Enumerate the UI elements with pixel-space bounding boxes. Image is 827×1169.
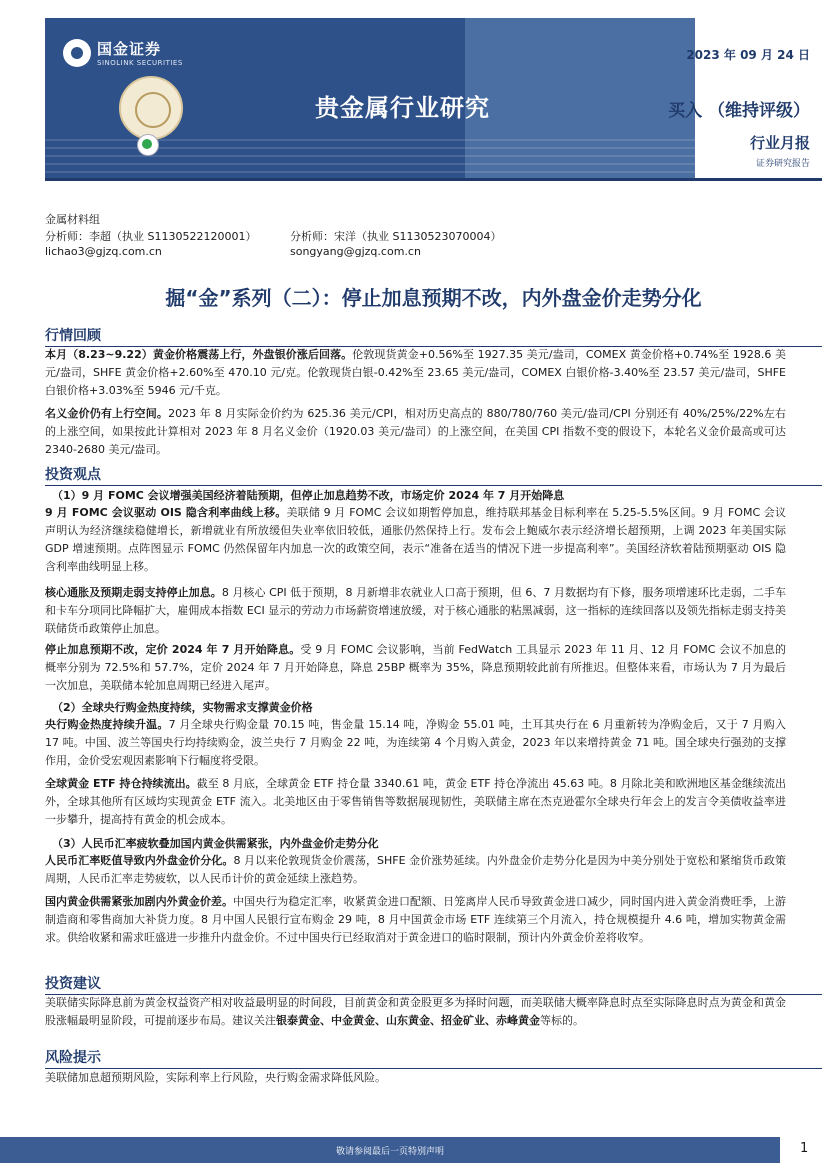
company-logo (63, 38, 183, 67)
section-heading-review: 行情回顾 (45, 325, 822, 347)
views-subheading-3: （3）人民币汇率疲软叠加国内黄金供需紧张，内外盘金价走势分化 (52, 837, 379, 850)
report-banner (45, 18, 822, 181)
section-heading-advice: 投资建议 (45, 973, 822, 995)
views-c-lead: 停止加息预期不改，定价 2024 年 7 月开始降息。 (45, 643, 301, 656)
views-f-lead: 人民币汇率贬值导致内外盘金价分化。 (45, 854, 234, 867)
views-paragraph-d (45, 716, 786, 770)
views-a-lead: 9 月 FOMC 会议驱动 OIS 隐含利率曲线上移。 (45, 506, 287, 519)
email-1: lichao3@gjzq.com.cn (45, 245, 162, 258)
badge-icon (137, 134, 159, 156)
section-heading-views: 投资观点 (45, 464, 822, 486)
views-paragraph-g (45, 893, 786, 947)
review-p1-text: 伦敦现货黄金+0.56%至 1927.35 美元/盎司，COMEX 黄金价格+0.74%至 1928.6 美元/盎司，SHFE 黄金价格+2.60%至 470.10 元/克。伦敦现货白银-0.42%至 23.65 美元/盎司，COMEX 白银价格-3.40%至 23.57 美元/盎司，SHFE 白银价格+3.03%至 5946 元/千克。 (45, 348, 786, 397)
views-d-lead: 央行购金热度持续升温。 (45, 718, 169, 731)
views-e-lead: 全球黄金 ETF 持仓持续流出。 (45, 777, 197, 790)
analyst-1: 分析师：李超（执业 S1130522120001） (45, 230, 257, 243)
banner-title: 贵金属行业研究 (315, 94, 490, 122)
review-p2-text: 2023 年 8 月实际金价约为 625.36 美元/CPI，相对历史高点的 880/780/760 美元/盎司/CPI 分别还有 40%/25%/22%左右的上涨空间，如果按此计算相对 2023 年 8 月名义金价（1920.03 美元/盎司）的上涨空间，在美国 CPI 指数不变的假设下，本轮名义金价最高或可达 2340-2680 美元/盎司。 (45, 407, 786, 456)
advice-stocks: 银泰黄金、中金黄金、山东黄金、招金矿业、赤峰黄金 (276, 1014, 540, 1027)
logo-text-en: SINOLINK SECURITIES (97, 59, 183, 67)
footer-note: 敬请参阅最后一页特别声明 (335, 1147, 444, 1157)
rating: 买入 （维持评级） (668, 101, 810, 121)
views-subheading-1: （1）9 月 FOMC 会议增强美国经济着陆预期，但停止加息趋势不改，市场定价 2024 年 7 月开始降息 (52, 489, 565, 502)
risk-paragraph: 美联储加息超预期风险，实际利率上行风险，央行购金需求降低风险。 (45, 1071, 386, 1084)
team-name: 金属材料组 (45, 213, 100, 226)
review-paragraph-1 (45, 346, 786, 400)
email-2: songyang@gjzq.com.cn (290, 245, 421, 258)
views-d-text: 7 月全球央行购金量 70.15 吨，售金量 15.14 吨，净购金 55.01 吨，土耳其央行在 6 月重新转为净购金后，又于 7 月购入 17 吨。中国、波兰等国央行均持续购金，波兰央行 7 月购金 22 吨，为连续第 4 个月购入黄金，2023 年以来增持黄金 71 吨。国全球央行强劲的支撑作用，金价受宏观因素影响下行幅度将受限。 (45, 718, 786, 767)
views-g-text: 中国央行为稳定汇率，收紧黄金进口配额、日笼离岸人民币导致黄金进口减少，同时国内进入黄金消费旺季，上游制造商和零售商加大补货力度。8 月中国人民银行宣布购金 29 吨，8 月中国黄金市场 ETF 连续第三个月流入，持仓规模提升 4.6 吨，增加实物黄金需求。供给收紧和需求旺盛进一步推升内盘金价。不过中国央行已经取消对于黄金进口的临时限制，预计内外黄金价差将收窄。 (45, 895, 786, 944)
logo-mark-icon (63, 39, 91, 67)
views-f-text: 8 月以来伦敦现货金价震荡，SHFE 金价涨势延续。内外盘金价走势分化是因为中美分别处于宽松和紧缩货币政策周期，人民币汇率走势疲软，以人民币计价的黄金延续上涨趋势。 (45, 854, 786, 885)
views-paragraph-f (45, 852, 786, 888)
review-p2-lead: 名义金价仍有上行空间。 (45, 407, 169, 420)
advice-text: 美联储实际降息前为黄金权益资产相对收益最明显的时间段，目前黄金和黄金股更多为择时问题，而美联储大概率降息时点至实际降息时点为黄金和黄金股涨幅最明显阶段，可提前逐步布局。建议关注 (45, 996, 786, 1027)
views-b-lead: 核心通胀及预期走弱支持停止加息。 (45, 586, 222, 599)
section-heading-risk: 风险提示 (45, 1047, 822, 1069)
review-paragraph-2 (45, 405, 786, 459)
views-g-lead: 国内黄金供需紧张加剧内外黄金价差。 (45, 895, 234, 908)
report-type: 行业月报 (749, 134, 810, 152)
views-c-text: 受 9 月 FOMC 会议影响，当前 FedWatch 工具显示 2023 年 11 月、12 月 FOMC 会议不加息的概率分别为 72.5%和 57.7%，定价 2024 年 7 月开始降息，降息 25BP 概率为 35%，降息预期较此前有所推迟。但整体来看，市场认为 7 月为最后一次加息，美联储本轮加息周期已经进入尾声。 (45, 643, 786, 692)
seal-icon (119, 76, 183, 140)
views-a-text: 美联储 9 月 FOMC 会议如期暂停加息，维持联邦基金目标利率在 5.25-5.5%区间。9 月 FOMC 会议声明认为经济继续稳健增长，新增就业有所放缓但失业率依旧较低，通胀仍然保持上行。发布会上鲍威尔表示经济增长超预期，上调 2023 年美国实际 GDP 增速预期。点阵图显示 FOMC 仍然保留年内加息一次的政策空间，表示“准备在适当的情况下进一步提高利率”。美国经济软着陆预期驱动 OIS 隐含利率曲线明显上移。 (45, 506, 786, 573)
page-number: 1 (800, 1141, 809, 1156)
report-date: 2023 年 09 月 24 日 (686, 48, 810, 62)
views-paragraph-e (45, 775, 786, 829)
views-paragraph-b (45, 584, 786, 638)
report-subtype: 证券研究报告 (755, 159, 810, 169)
views-paragraph-c (45, 641, 786, 695)
advice-tail: 等标的。 (540, 1014, 584, 1027)
views-paragraph-a (45, 504, 786, 576)
views-e-text: 截至 8 月底，全球黄金 ETF 持仓量 3340.61 吨，黄金 ETF 持仓净流出 45.63 吨。8 月除北美和欧洲地区基金继续流出外，全球其他所有区域均实现黄金 ETF 流入。北美地区由于零售销售等数据展现韧性，美联储主席在杰克逊霍尔全球央行年会上的发言令美债收益率进一步攀升，提高持有黄金的机会成本。 (45, 777, 786, 826)
analyst-2: 分析师：宋洋（执业 S1130523070004） (290, 230, 502, 243)
report-title: 掘“金”系列（二）：停止加息预期不改，内外盘金价走势分化 (165, 286, 702, 310)
views-b-text: 8 月核心 CPI 低于预期，8 月新增非农就业人口高于预期，但 6、7 月数据均有下修，服务项增速环比走弱，二手车和卡车分项同比降幅扩大，雇佣成本指数 ECI 显示的劳动力市场薪资增速放缓，对于核心通胀的粘黑减弱，这一指标的连续回落以及领先指标走弱支持美联储货币政策停止加息。 (45, 586, 786, 635)
footer-bar (0, 1137, 780, 1163)
review-p1-lead: 本月（8.23~9.22）黄金价格震荡上行，外盘银价涨后回落。 (45, 348, 353, 361)
views-subheading-2: （2）全球央行购金热度持续，实物需求支撑黄金价格 (52, 701, 313, 714)
logo-text-cn: 国金证券 (97, 40, 162, 58)
advice-paragraph (45, 994, 786, 1030)
